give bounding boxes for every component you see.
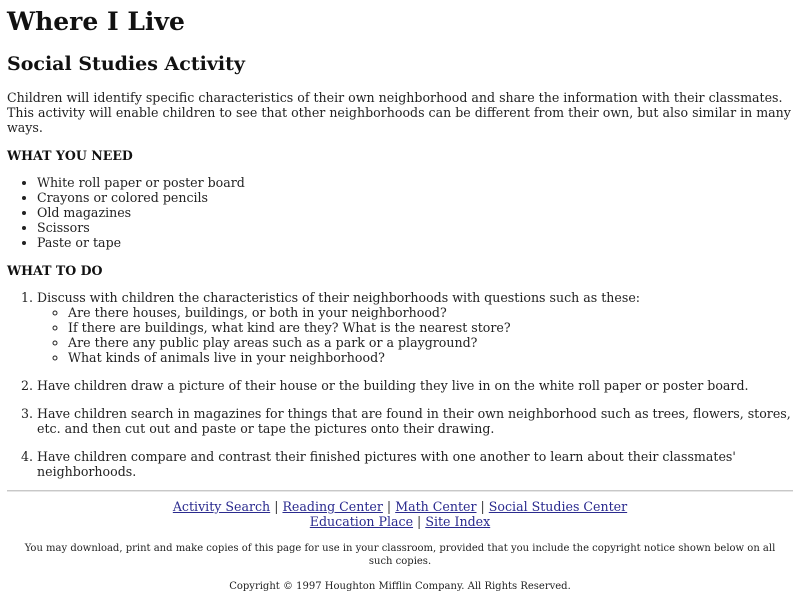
nav-separator: |: [480, 499, 485, 514]
list-item: • Paste or tape: [37, 235, 793, 250]
materials-list: [7, 175, 793, 250]
link-site-index[interactable]: Site Index: [425, 514, 491, 529]
copyright-notice: Copyright © 1997 Houghton Mifflin Company. All Rights Reserved.: [229, 581, 571, 592]
question-item: ◦ What kinds of animals live in your neighborhood?: [68, 350, 793, 365]
list-item: • Old magazines: [37, 205, 793, 220]
step-item: [37, 290, 793, 365]
step-text: Have children compare and contrast their finished pictures with one another to learn about their classmates' neighborhoods.: [37, 449, 736, 479]
footer-nav: [7, 499, 793, 529]
link-reading-center[interactable]: Reading Center: [282, 499, 383, 514]
list-item: • Crayons or colored pencils: [37, 190, 793, 205]
list-item: • Scissors: [37, 220, 793, 235]
step-text: Have children search in magazines for things that are found in their own neighborhood such as trees, flowers, stores, etc. and then cut out and paste or tape the pictures onto their drawing.: [37, 406, 791, 436]
nav-separator: |: [417, 514, 422, 529]
question-item: ◦ Are there houses, buildings, or both in your neighborhood?: [68, 305, 793, 320]
step-item: [37, 378, 793, 393]
nav-separator: |: [386, 499, 392, 514]
step-item: [37, 449, 793, 479]
horizontal-divider: [7, 490, 793, 492]
intro-paragraph: Children will identify specific characteristics of their own neighborhood and share the information with their classmates. This activity will enable children to see that other neighborhoods can be different from their own, but also similar in many ways.: [7, 90, 791, 135]
what-to-do-heading: WHAT TO DO: [7, 263, 103, 278]
page-subtitle: Social Studies Activity: [7, 53, 245, 75]
question-item: ◦ Are there any public play areas such as a park or a playground?: [68, 335, 793, 350]
question-item: ◦ If there are buildings, what kind are they? What is the nearest store?: [68, 320, 793, 335]
link-education-place[interactable]: Education Place: [309, 514, 414, 529]
usage-notice: You may download, print and make copies of this page for use in your classroom, provided that you include the copyright notice shown below on all such copies.: [24, 543, 776, 567]
step-text: Have children draw a picture of their house or the building they live in on the white roll paper or poster board.: [37, 378, 749, 393]
what-you-need-heading: WHAT YOU NEED: [7, 148, 133, 163]
step-item: [37, 406, 793, 436]
nav-separator: |: [274, 499, 279, 514]
link-activity-search[interactable]: Activity Search: [172, 499, 271, 514]
footer-nav-row-1: [7, 499, 793, 514]
link-social-studies-center[interactable]: Social Studies Center: [488, 499, 628, 514]
questions-list: [37, 305, 793, 365]
footer-nav-row-2: [7, 514, 793, 529]
list-item: • White roll paper or poster board: [37, 175, 793, 190]
step-text: Discuss with children the characteristics of their neighborhoods with questions such as these:: [37, 290, 641, 305]
link-math-center[interactable]: Math Center: [395, 499, 477, 514]
steps-list: [7, 290, 793, 479]
page-title: Where I Live: [7, 7, 185, 36]
